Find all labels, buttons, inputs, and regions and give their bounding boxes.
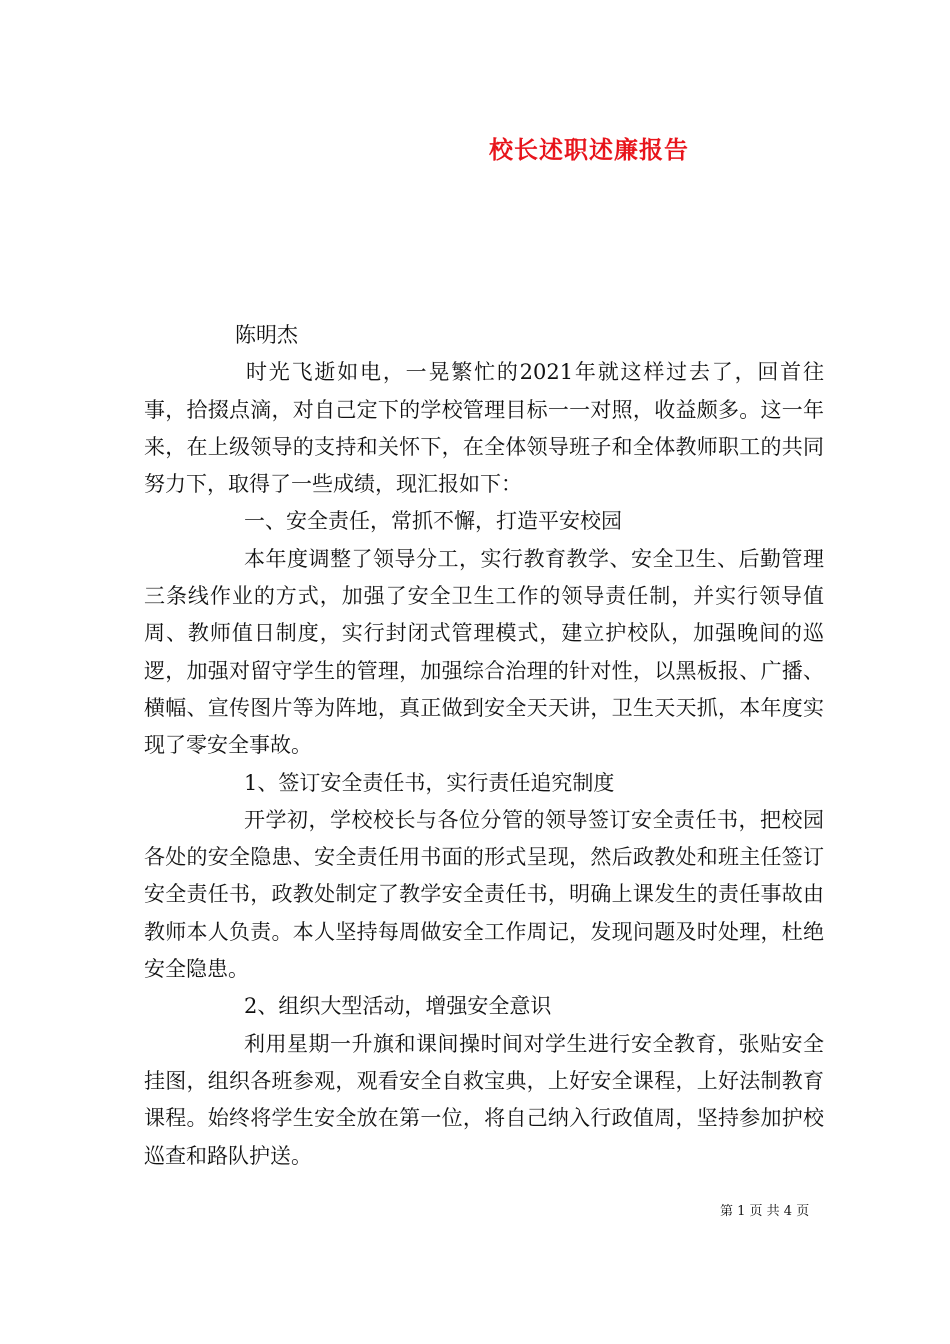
subheading-responsibility: 1、签订安全责任书，实行责任追究制度 <box>244 770 615 795</box>
paragraph-responsibility: 开学初，学校校长与各位分管的领导签订安全责任书，把校园各处的安全隐患、安全责任用书面的形式呈现，然后政教处和班主任签订安全责任书，政教处制定了教学安全责任书，明确上课发生的责任事故由教师本人负责。本人坚持每周做安全工作周记，发现问题及时处理，杜绝安全隐患。 <box>144 807 824 982</box>
paragraph-safety: 本年度调整了领导分工，实行教育教学、安全卫生、后勤管理三条线作业的方式，加强了安全卫生工作的领导责任制，并实行领导值周、教师值日制度，实行封闭式管理模式，建立护校队，加强晚间的巡逻，加强对留守学生的管理，加强综合治理的针对性，以黑板报、广播、横幅、宣传图片等为阵地，真正做到安全天天讲，卫生天天抓，本年度实现了零安全事故。 <box>144 546 824 758</box>
section-heading-safety: 一、安全责任，常抓不懈，打造平安校园 <box>244 509 622 534</box>
page-number: 第 1 页 共 4 页 <box>720 1204 810 1219</box>
subheading-activities: 2、组织大型活动，增强安全意识 <box>244 994 552 1019</box>
paragraph-intro: 时光飞逝如电，一晃繁忙的2021年就这样过去了，回首往事，拾掇点滴，对自己定下的学校管理目标一一对照，收益颇多。这一年来，在上级领导的支持和关怀下，在全体领导班子和全体教师职工的共同努力下，取得了一些成绩，现汇报如下： <box>144 360 824 497</box>
paragraph-activities: 利用星期一升旗和课间操时间对学生进行安全教育，张贴安全挂图，组织各班参观，观看安全自救宝典，上好安全课程，上好法制教育课程。始终将学生安全放在第一位，将自己纳入行政值周，坚持参加护校巡查和路队护送。 <box>144 1031 824 1168</box>
document-title: 校长述职述廉报告 <box>489 135 689 164</box>
document-body <box>144 317 824 1175</box>
author-name: 陈明杰 <box>235 323 298 347</box>
